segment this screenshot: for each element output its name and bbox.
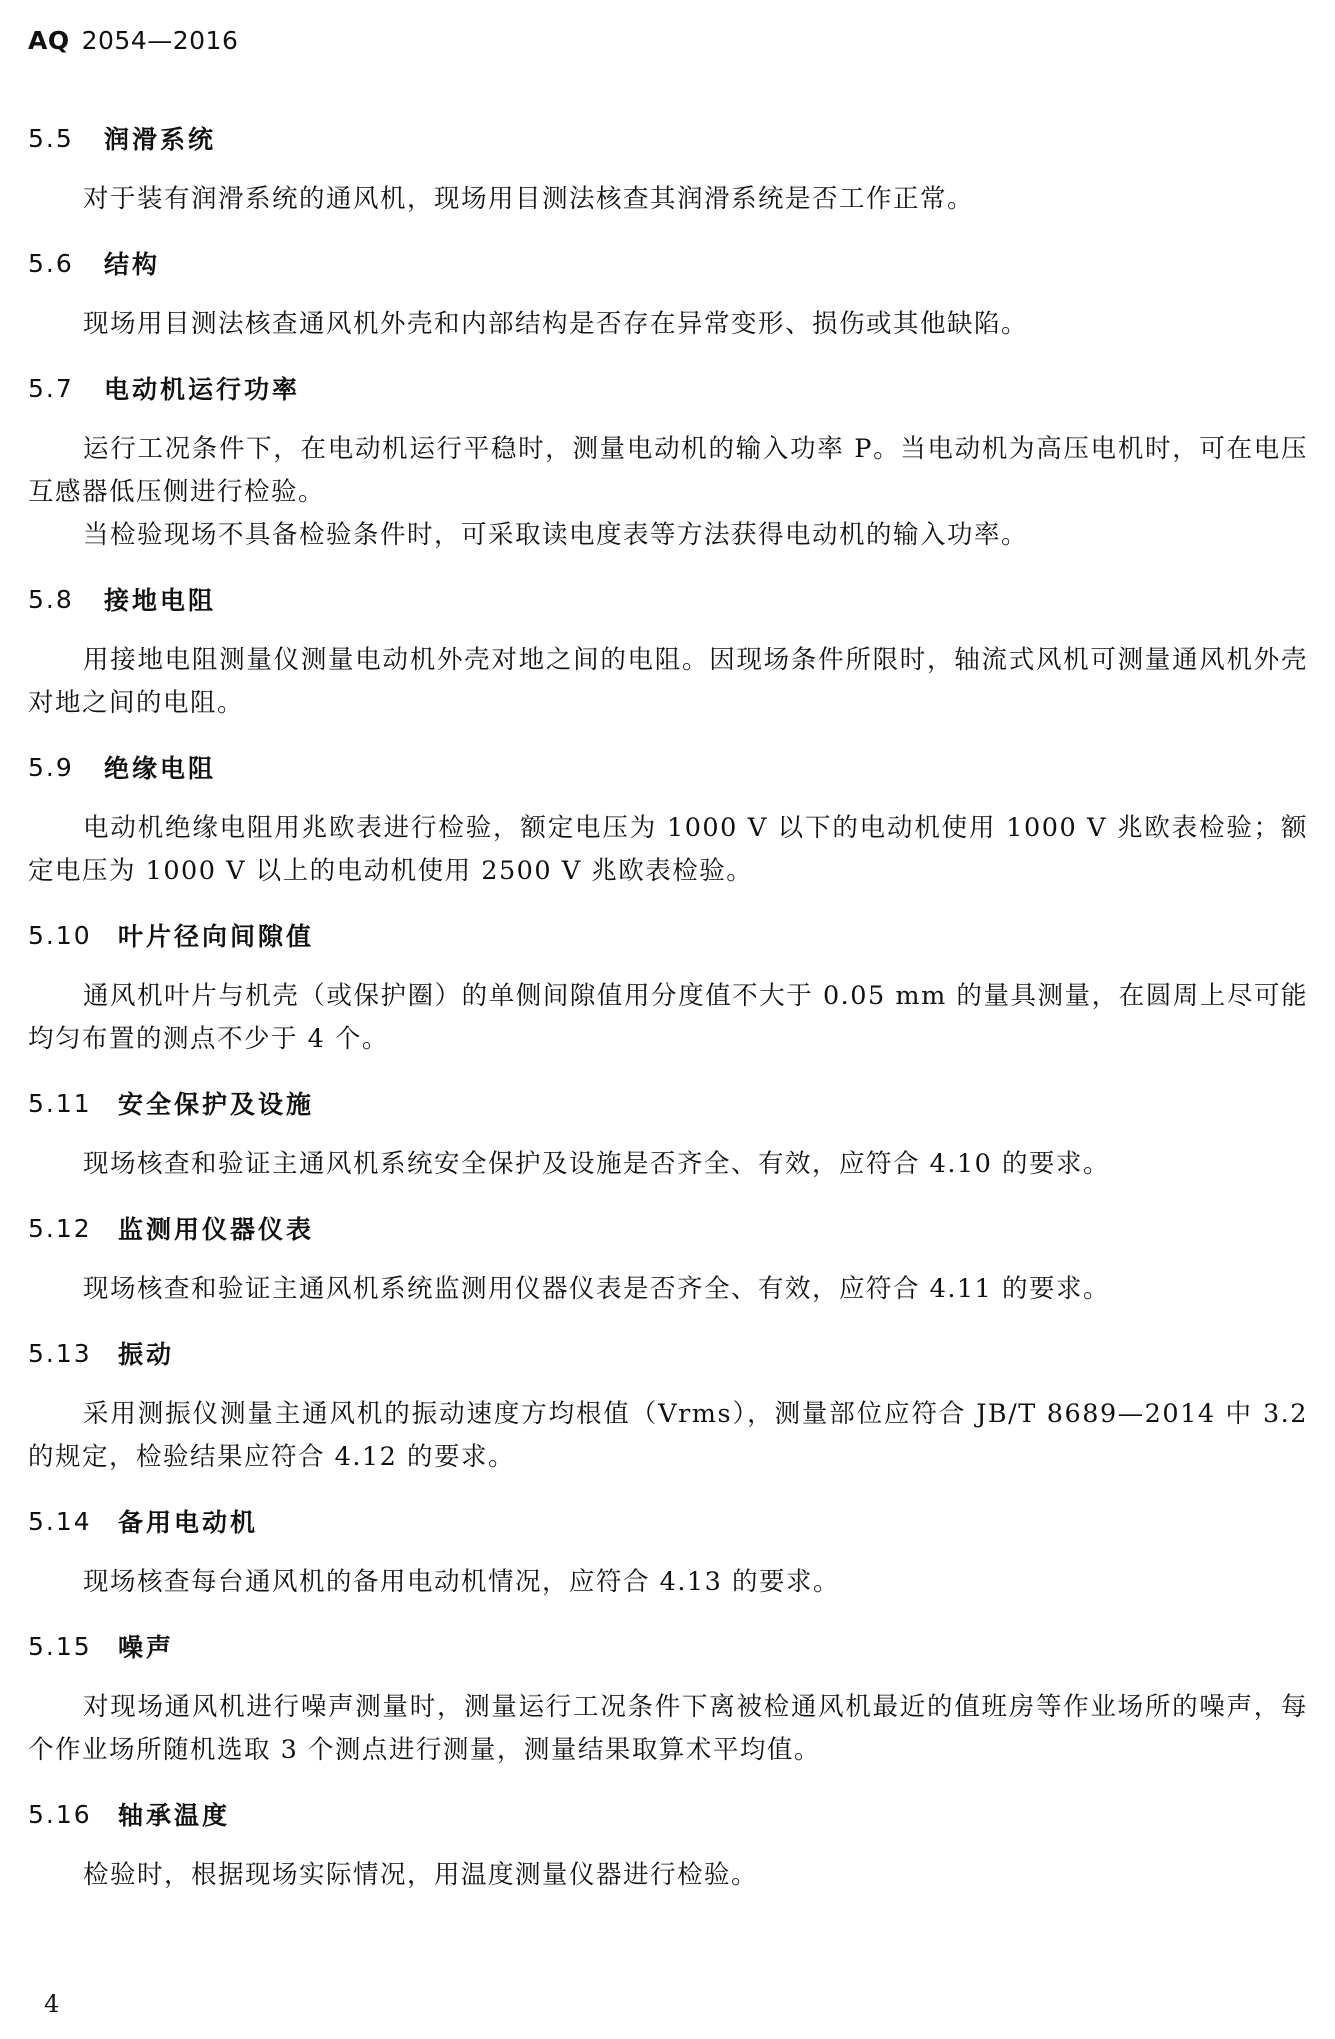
standard-number: 2054—2016: [81, 26, 239, 55]
section-number: 5.6: [28, 248, 74, 278]
section-number: 5.10: [28, 920, 92, 950]
standard-code: AQ: [28, 26, 70, 55]
section-title: 电动机运行功率: [104, 375, 301, 404]
section-heading: [28, 1501, 1308, 1541]
section-heading: [28, 747, 1308, 787]
section-title: 监测用仪器仪表: [118, 1215, 315, 1244]
section-number: 5.5: [28, 123, 74, 153]
section-number: 5.9: [28, 752, 74, 782]
page-number: 4: [44, 1990, 60, 2018]
section-title: 接地电阻: [104, 586, 217, 615]
section-5-12: [28, 1208, 1308, 1311]
section-paragraph: 现场核查和验证主通风机系统安全保护及设施是否齐全、有效，应符合 4.10 的要求。: [83, 1149, 1110, 1179]
section-number: 5.11: [28, 1088, 92, 1118]
section-title: 绝缘电阻: [104, 754, 217, 783]
section-paragraph: 当检验现场不具备检验条件时，可采取读电度表等方法获得电动机的输入功率。: [83, 520, 1029, 550]
section-5-8: [28, 579, 1308, 725]
section-paragraph: 检验时，根据现场实际情况，用温度测量仪器进行检验。: [83, 1860, 759, 1890]
section-paragraph: 电动机绝缘电阻用兆欧表进行检验，额定电压为 1000 V 以下的电动机使用 1000 V 兆欧表检验；额定电压为 1000 V 以上的电动机使用 2500 V 兆欧表检验。: [28, 813, 1308, 886]
section-title: 安全保护及设施: [118, 1090, 315, 1119]
section-heading: [28, 118, 1308, 158]
section-5-15: [28, 1626, 1308, 1772]
section-heading: [28, 1333, 1308, 1373]
section-5-7: [28, 368, 1308, 557]
section-5-10: [28, 915, 1308, 1061]
section-title: 结构: [104, 250, 161, 279]
section-paragraph: 对于装有润滑系统的通风机，现场用目测法核查其润滑系统是否工作正常。: [83, 184, 975, 214]
section-5-5: [28, 118, 1308, 221]
section-title: 轴承温度: [118, 1801, 231, 1830]
section-heading: [28, 579, 1308, 619]
section-paragraph: 对现场通风机进行噪声测量时，测量运行工况条件下离被检通风机最近的值班房等作业场所的噪声，每个作业场所随机选取 3 个测点进行测量，测量结果取算术平均值。: [28, 1692, 1308, 1765]
section-paragraph: 采用测振仪测量主通风机的振动速度方均根值（Vrms），测量部位应符合 JB/T 8689—2014 中 3.2 的规定，检验结果应符合 4.12 的要求。: [28, 1399, 1308, 1472]
section-5-6: [28, 243, 1308, 346]
section-title: 噪声: [118, 1633, 175, 1662]
section-heading: [28, 368, 1308, 408]
section-title: 振动: [118, 1340, 175, 1369]
section-paragraph: 运行工况条件下，在电动机运行平稳时，测量电动机的输入功率 P。当电动机为高压电机时，可在电压互感器低压侧进行检验。: [28, 434, 1308, 507]
section-number: 5.15: [28, 1631, 92, 1661]
section-title: 叶片径向间隙值: [118, 922, 315, 951]
section-5-9: [28, 747, 1308, 893]
section-heading: [28, 915, 1308, 955]
section-number: 5.14: [28, 1506, 92, 1536]
section-heading: [28, 1794, 1308, 1834]
section-paragraph: 现场用目测法核查通风机外壳和内部结构是否存在异常变形、损伤或其他缺陷。: [83, 309, 1029, 339]
section-title: 润滑系统: [104, 125, 217, 154]
section-paragraph: 现场核查和验证主通风机系统监测用仪器仪表是否齐全、有效，应符合 4.11 的要求。: [83, 1274, 1110, 1304]
section-number: 5.8: [28, 584, 74, 614]
section-number: 5.16: [28, 1799, 92, 1829]
section-paragraph: 通风机叶片与机壳（或保护圈）的单侧间隙值用分度值不大于 0.05 mm 的量具测量，在圆周上尽可能均匀布置的测点不少于 4 个。: [28, 981, 1308, 1054]
standard-header: [28, 26, 238, 55]
section-heading: [28, 243, 1308, 283]
section-5-16: [28, 1794, 1308, 1897]
section-heading: [28, 1208, 1308, 1248]
section-paragraph: 现场核查每台通风机的备用电动机情况，应符合 4.13 的要求。: [83, 1567, 840, 1597]
section-5-14: [28, 1501, 1308, 1604]
section-5-13: [28, 1333, 1308, 1479]
section-heading: [28, 1626, 1308, 1666]
section-title: 备用电动机: [118, 1508, 259, 1537]
section-number: 5.7: [28, 373, 74, 403]
section-heading: [28, 1083, 1308, 1123]
section-number: 5.13: [28, 1338, 92, 1368]
document-body: [28, 118, 1308, 1897]
section-5-11: [28, 1083, 1308, 1186]
section-paragraph: 用接地电阻测量仪测量电动机外壳对地之间的电阻。因现场条件所限时，轴流式风机可测量通风机外壳对地之间的电阻。: [28, 645, 1308, 718]
section-number: 5.12: [28, 1213, 92, 1243]
